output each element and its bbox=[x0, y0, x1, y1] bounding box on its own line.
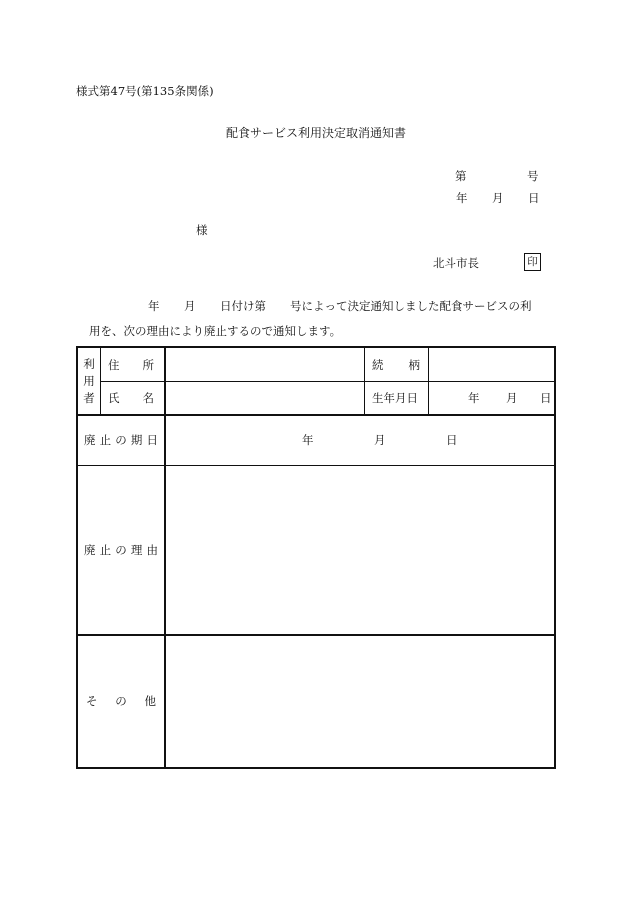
relation-label-char: 柄 bbox=[408, 357, 420, 372]
abolish-date-label-char: 期 bbox=[130, 432, 143, 447]
other-label-char: そ bbox=[86, 693, 98, 708]
document-title: 配食サービス利用決定取消通知書 bbox=[226, 126, 407, 140]
col-divider bbox=[100, 348, 101, 414]
user-label-char: 利 bbox=[83, 357, 95, 371]
abolish-year-label: 年 bbox=[302, 432, 314, 447]
relation-label-char: 続 bbox=[372, 357, 384, 372]
other-field[interactable] bbox=[166, 636, 556, 767]
date-year: 年 bbox=[456, 191, 468, 205]
name-field[interactable] bbox=[166, 381, 364, 414]
abolish-date-label-char: 廃 bbox=[84, 432, 96, 447]
reason-field[interactable] bbox=[166, 465, 556, 634]
name-label-char: 氏 bbox=[108, 390, 120, 405]
relation-label bbox=[372, 348, 420, 381]
user-label bbox=[78, 348, 100, 414]
number-prefix: 第 bbox=[455, 169, 467, 183]
abolish-date-label-char: 止 bbox=[99, 432, 112, 447]
other-label bbox=[86, 634, 156, 767]
form-number: 様式第47号(第135条関係) bbox=[76, 84, 214, 98]
abolish-date-label bbox=[84, 414, 158, 465]
body-month: 月 bbox=[184, 299, 196, 313]
reason-label-char: 廃 bbox=[84, 542, 96, 557]
reason-label-char: の bbox=[115, 542, 127, 557]
birth-day-label: 日 bbox=[540, 390, 552, 405]
date-month: 月 bbox=[492, 191, 504, 205]
body-year: 年 bbox=[148, 299, 160, 313]
reason-label-char: 止 bbox=[99, 542, 112, 557]
name-label-char: 名 bbox=[142, 390, 154, 405]
name-label bbox=[108, 381, 154, 414]
address-label bbox=[108, 348, 154, 381]
col-divider bbox=[364, 348, 365, 414]
addressee-sama: 様 bbox=[196, 223, 208, 237]
abolish-date-label-char: の bbox=[115, 432, 127, 447]
birthdate-label: 生年月日 bbox=[372, 390, 418, 405]
birth-year-label: 年 bbox=[468, 390, 480, 405]
other-label-char: 他 bbox=[144, 693, 156, 708]
birth-month-label: 月 bbox=[506, 390, 518, 405]
col-divider bbox=[428, 348, 429, 414]
reason-label-char: 理 bbox=[130, 542, 143, 557]
abolish-date-label-char: 日 bbox=[146, 432, 158, 447]
date-day: 日 bbox=[528, 191, 540, 205]
notification-form-table bbox=[76, 346, 556, 769]
issuer-title: 北斗市長 bbox=[433, 256, 479, 270]
reason-label-char: 由 bbox=[146, 542, 158, 557]
body-line2: 用を、次の理由により廃止するので通知します。 bbox=[89, 324, 342, 338]
number-suffix: 号 bbox=[527, 169, 539, 183]
user-label-char: 用 bbox=[83, 374, 95, 388]
birthdate-field[interactable] bbox=[430, 381, 556, 414]
address-field[interactable] bbox=[166, 348, 364, 381]
user-label-char: 者 bbox=[83, 391, 95, 405]
body-line1-rest: 号によって決定通知しました配食サービスの利 bbox=[290, 299, 532, 313]
body-date-number: 日付け第 bbox=[220, 299, 266, 313]
address-label-char: 住 bbox=[108, 357, 120, 372]
abolish-day-label: 日 bbox=[446, 432, 458, 447]
relation-field[interactable] bbox=[430, 348, 556, 381]
seal-mark: 印 bbox=[524, 253, 541, 271]
abolish-month-label: 月 bbox=[374, 432, 386, 447]
reason-label bbox=[84, 465, 158, 634]
abolish-date-field[interactable] bbox=[166, 414, 556, 465]
other-label-char: の bbox=[115, 693, 127, 708]
address-label-char: 所 bbox=[142, 357, 154, 372]
